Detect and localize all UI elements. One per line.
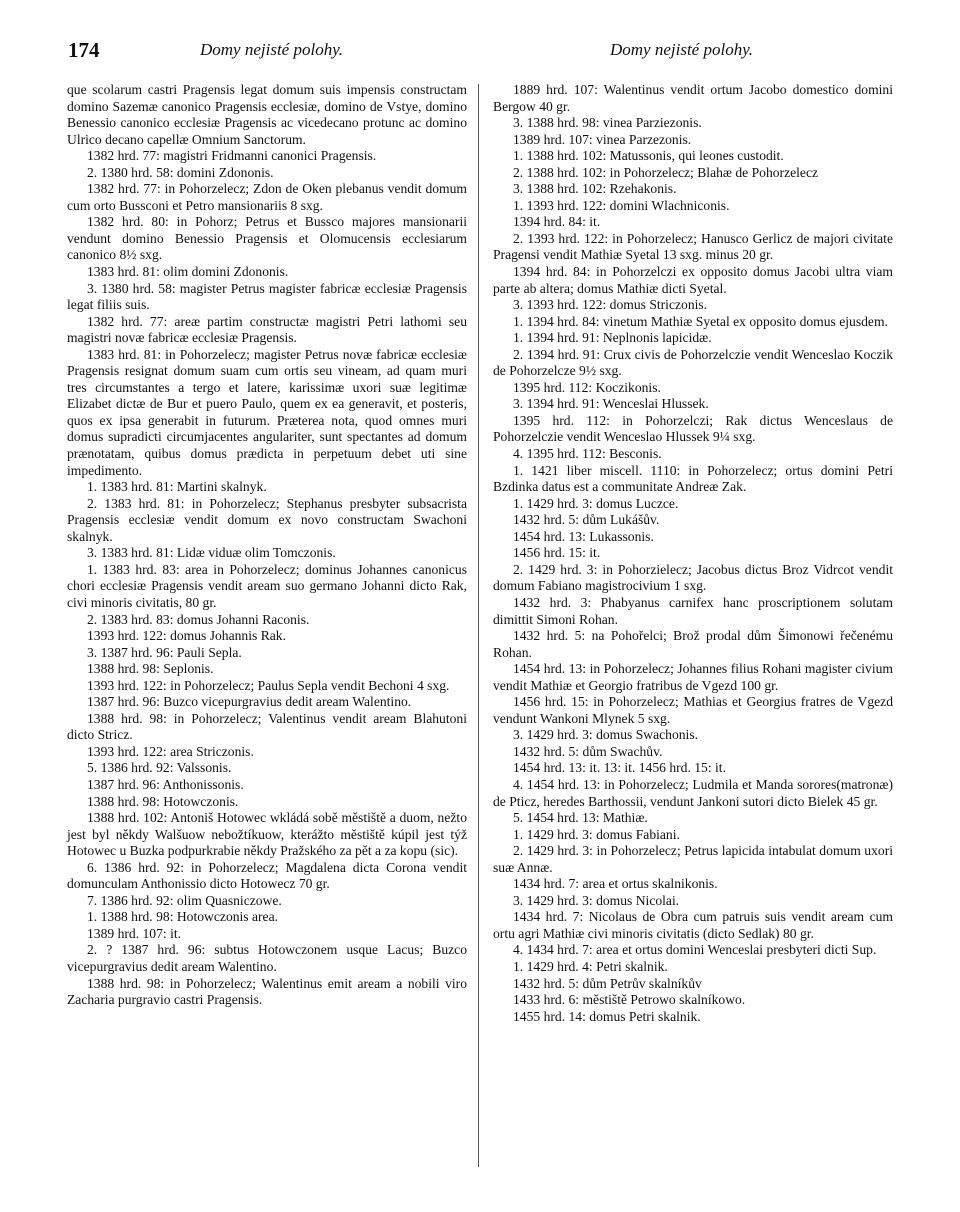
entry-paragraph: 5. 1386 hrd. 92: Valssonis. xyxy=(87,760,232,776)
entry-paragraph: 2. 1383 hrd. 83: domus Johanni Raconis. xyxy=(87,611,310,627)
entry-paragraph: 1456 hrd. 15: it. xyxy=(513,545,601,561)
entry-paragraph: 1. 1394 hrd. 91: Neplnonis lapicidæ. xyxy=(513,330,712,346)
entry-paragraph: 1434 hrd. 7: area et ortus skalnikonis. xyxy=(513,876,718,892)
entry-paragraph: 3. 1388 hrd. 98: vinea Parziezonis. xyxy=(513,115,702,131)
entry-paragraph: 1382 hrd. 80: in Pohorz; Petrus et Bussco majores mansionarii vendunt domino Benessio Pragensis et Olomucensis ecclesiarum canonico 8½ sxg. xyxy=(67,214,467,263)
entry-paragraph: 1393 hrd. 122: area Striczonis. xyxy=(87,743,254,759)
entry-paragraph: 1388 hrd. 98: Seplonis. xyxy=(87,661,214,677)
entry-paragraph: 1395 hrd. 112: Koczikonis. xyxy=(513,379,661,395)
entry-paragraph: 1382 hrd. 77: magistri Fridmanni canonici Pragensis. xyxy=(87,148,377,164)
entry-paragraph: 1383 hrd. 81: olim domini Zdononis. xyxy=(87,264,289,280)
page-number: 174 xyxy=(68,38,100,62)
entry-paragraph: 1432 hrd. 5: dům Swachův. xyxy=(513,743,663,759)
entry-paragraph: 1383 hrd. 81: in Pohorzelecz; magister Petrus novæ fabricæ ecclesiæ Pragensis resignat domum suam cum ortis seu vineam, ad quam muri tres circumstantes a tergo et latere, karissimæ uxori suæ legitimæ Elizabet dictæ de Bur et puero Paulo, quem ex ea generavit, et posteris, quos ex ipsa generabit in futurum. Præterea nota, quod omnes muri domus supradicti circumjacentes angulariter, sunt spectantes ad domum prænotatam, quibus domus prædicta in perpetuum debet uti sine impedimento. xyxy=(67,346,467,478)
entry-paragraph: 1889 hrd. 107: Walentinus vendit ortum Jacobo domestico domini Bergow 40 gr. xyxy=(493,82,893,114)
entry-paragraph: 1. 1383 hrd. 83: area in Pohorzelecz; dominus Johannes canonicus chori ecclesiæ Pragensis vendit aream suo germano Johanni dicto Rak, civi minoris civitatis, 80 gr. xyxy=(67,561,467,610)
entry-paragraph: 1. 1429 hrd. 3: domus Fabiani. xyxy=(513,826,680,842)
entry-paragraph: 1. 1383 hrd. 81: Martini skalnyk. xyxy=(87,479,267,495)
entry-paragraph: 1. 1388 hrd. 98: Hotowczonis area. xyxy=(87,909,279,925)
entry-paragraph: 1. 1394 hrd. 84: vinetum Mathiæ Syetal ex opposito domus ejusdem. xyxy=(513,313,888,329)
entry-paragraph: 1455 hrd. 14: domus Petri skalnik. xyxy=(513,1008,701,1024)
entry-paragraph: 1387 hrd. 96: Buzco vicepurgravius dedit aream Walentino. xyxy=(87,694,412,710)
entry-paragraph: 3. 1383 hrd. 81: Lidæ viduæ olim Tomczonis. xyxy=(87,545,336,561)
entry-paragraph: 1. 1429 hrd. 4: Petri skalnik. xyxy=(513,958,668,974)
entry-paragraph: 2. 1380 hrd. 58: domini Zdononis. xyxy=(87,164,274,180)
entry-paragraph: 1432 hrd. 5: na Pohořelci; Brož prodal dům Šimonowi řečenému Rohan. xyxy=(493,628,893,660)
entry-paragraph: 1454 hrd. 13: in Pohorzelecz; Johannes filius Rohani magister civium vendit Mathiæ et Georgio fratribus de Vgezd 100 gr. xyxy=(493,661,893,693)
entry-paragraph: 3. 1394 hrd. 91: Wenceslai Hlussek. xyxy=(513,396,709,412)
entry-paragraph: 4. 1454 hrd. 13: in Pohorzelecz; Ludmila et Manda sorores(matronæ) de Pticz, heredes Barthossii, vendunt Jankoni sutori dicto Bielek 45 gr. xyxy=(493,776,893,809)
column-divider xyxy=(478,84,479,1167)
entry-paragraph: 2. 1429 hrd. 3: in Pohorzielecz; Jacobus dictus Broz Vidrcot vendit domum Fabiano magistrocivium 1 sxg. xyxy=(493,561,893,594)
entry-paragraph: 1. 1388 hrd. 102: Matussonis, qui leones custodit. xyxy=(513,148,784,164)
entry-paragraph: 4. 1434 hrd. 7: area et ortus domini Wenceslai presbyteri dicti Sup. xyxy=(513,942,877,958)
entry-paragraph: 1432 hrd. 5: dům Lukášův. xyxy=(513,512,660,528)
entry-paragraph: 7. 1386 hrd. 92: olim Quasniczowe. xyxy=(87,892,282,908)
running-head-left: Domy nejisté polohy. xyxy=(200,40,344,59)
entry-paragraph: 3. 1388 hrd. 102: Rzehakonis. xyxy=(513,181,677,197)
entry-paragraph: 2. ? 1387 hrd. 96: subtus Hotowczonem usque Lacus; Buzco vicepurgravius dedit aream Walentino. xyxy=(67,942,467,974)
entry-paragraph: 2. 1394 hrd. 91: Crux civis de Pohorzelczie vendit Wenceslao Koczik de Pohorzelcze 9½ sxg. xyxy=(493,346,893,379)
entry-paragraph: 1. 1429 hrd. 3: domus Luczce. xyxy=(513,495,679,511)
right-column xyxy=(493,82,893,1025)
entry-paragraph: 1395 hrd. 112: in Pohorzelczi; Rak dictus Wenceslaus de Pohorzelczie vendit Wenceslao Hlussek 9¼ sxg. xyxy=(493,412,893,445)
entry-paragraph: 1388 hrd. 98: in Pohorzelecz; Valentinus vendit aream Blahutoni dicto Stricz. xyxy=(67,710,467,743)
entry-paragraph: 2. 1383 hrd. 81: in Pohorzelecz; Stephanus presbyter subsacrista Pragensis ecclesiæ vendit domum ex novo constructam Swachoni skalnyk. xyxy=(67,495,467,544)
entry-paragraph: 1382 hrd. 77: areæ partim constructæ magistri Petri lathomi seu magistri novæ fabricæ ecclesiæ Pragensis. xyxy=(67,313,467,346)
entry-paragraph: 1388 hrd. 98: Hotowczonis. xyxy=(87,793,239,809)
left-column xyxy=(67,82,467,1009)
entry-paragraph: 1. 1421 liber miscell. 1110: in Pohorzelecz; ortus domini Petri Bzdinka datus est a communitate Andreæ Zak. xyxy=(493,462,893,495)
entry-paragraph: 3. 1393 hrd. 122: domus Striczonis. xyxy=(513,297,708,313)
entry-paragraph: que scolarum castri Pragensis legat domum suis impensis constructam domino Sazemæ canonico Pragensis ecclesiæ, domino de Vstye, domino Benessio canonico ecclesiæ Pragensis ac vicedecano protunc ac domino Ulrico decano capellæ Omnium Sanctorum. xyxy=(67,82,467,147)
entry-paragraph: 1388 hrd. 102: Antoniš Hotowec wkládá sobě městiště a duom, nežto jest byl někdy Walšuow nebožtíkuow, kterážto městiště kúpil jest týž Hotowec u Buzka podpurkrabie někdy Pražského za pět a za kopu (sic). xyxy=(67,810,467,859)
entry-paragraph: 1432 hrd. 5: dům Petrův skalníkův xyxy=(513,975,702,991)
entry-paragraph: 1394 hrd. 84: in Pohorzelczi ex opposito domus Jacobi ultra viam parte ab altera; domus Mathiæ dicti Syetal. xyxy=(493,264,893,296)
entry-paragraph: 1. 1393 hrd. 122: domini Wlachniconis. xyxy=(513,197,730,213)
entry-paragraph: 1388 hrd. 98: in Pohorzelecz; Walentinus emit aream a nobili viro Zacharia purgravio castri Pragensis. xyxy=(67,975,467,1008)
entry-paragraph: 1389 hrd. 107: vinea Parzezonis. xyxy=(513,131,692,147)
entry-paragraph: 3. 1387 hrd. 96: Pauli Sepla. xyxy=(87,644,242,660)
entry-paragraph: 1454 hrd. 13: Lukassonis. xyxy=(513,528,654,544)
entry-paragraph: 1394 hrd. 84: it. xyxy=(513,214,601,230)
entry-paragraph: 1393 hrd. 122: domus Johannis Rak. xyxy=(87,628,286,644)
entry-paragraph: 1433 hrd. 6: městiště Petrowo skalníkowo. xyxy=(513,992,746,1008)
entry-paragraph: 6. 1386 hrd. 92: in Pohorzelecz; Magdalena dicta Corona vendit domunculam Anthonissio dicto Hotowecz 70 gr. xyxy=(67,859,467,892)
entry-paragraph: 1432 hrd. 3: Phabyanus carnifex hanc proscriptionem solutam dimittit Simoni Rohan. xyxy=(493,594,893,627)
entry-paragraph: 1389 hrd. 107: it. xyxy=(87,925,182,941)
entry-paragraph: 1393 hrd. 122: in Pohorzelecz; Paulus Sepla vendit Bechoni 4 sxg. xyxy=(87,677,450,693)
entry-paragraph: 3. 1380 hrd. 58: magister Petrus magister fabricæ ecclesiæ Pragensis legat filiis suis. xyxy=(67,280,467,313)
entry-paragraph: 1382 hrd. 77: in Pohorzelecz; Zdon de Oken plebanus vendit domum cum orto Bussconi et Petro mansionariis 8 sxg. xyxy=(67,181,467,213)
entry-paragraph: 1454 hrd. 13: it. 13: it. 1456 hrd. 15: it. xyxy=(513,760,726,776)
entry-paragraph: 2. 1388 hrd. 102: in Pohorzelecz; Blahæ de Pohorzelecz xyxy=(513,164,819,180)
entry-paragraph: 5. 1454 hrd. 13: Mathiæ. xyxy=(513,810,648,826)
entry-paragraph: 1387 hrd. 96: Anthonissonis. xyxy=(87,776,244,792)
entry-paragraph: 1456 hrd. 15: in Pohorzelecz; Mathias et Georgius fratres de Vgezd vendunt Wankoni Mlynek 5 sxg. xyxy=(493,694,893,726)
running-head-right: Domy nejisté polohy. xyxy=(610,40,754,59)
entry-paragraph: 1434 hrd. 7: Nicolaus de Obra cum patruis suis vendit aream cum ortu agri Mathiæ civi minoris civitatis (dicto Sedlak) 80 gr. xyxy=(493,909,893,941)
entry-paragraph: 2. 1393 hrd. 122: in Pohorzelecz; Hanusco Gerlicz de majori civitate Pragensi vendit Mathiæ Syetal 13 sxg. minus 20 gr. xyxy=(493,230,893,263)
entry-paragraph: 2. 1429 hrd. 3: in Pohorzelecz; Petrus lapicida intabulat domum uxori suæ Annæ. xyxy=(493,843,893,875)
entry-paragraph: 4. 1395 hrd. 112: Besconis. xyxy=(513,446,662,462)
entry-paragraph: 3. 1429 hrd. 3: domus Swachonis. xyxy=(513,727,699,743)
entry-paragraph: 3. 1429 hrd. 3: domus Nicolai. xyxy=(513,892,680,908)
